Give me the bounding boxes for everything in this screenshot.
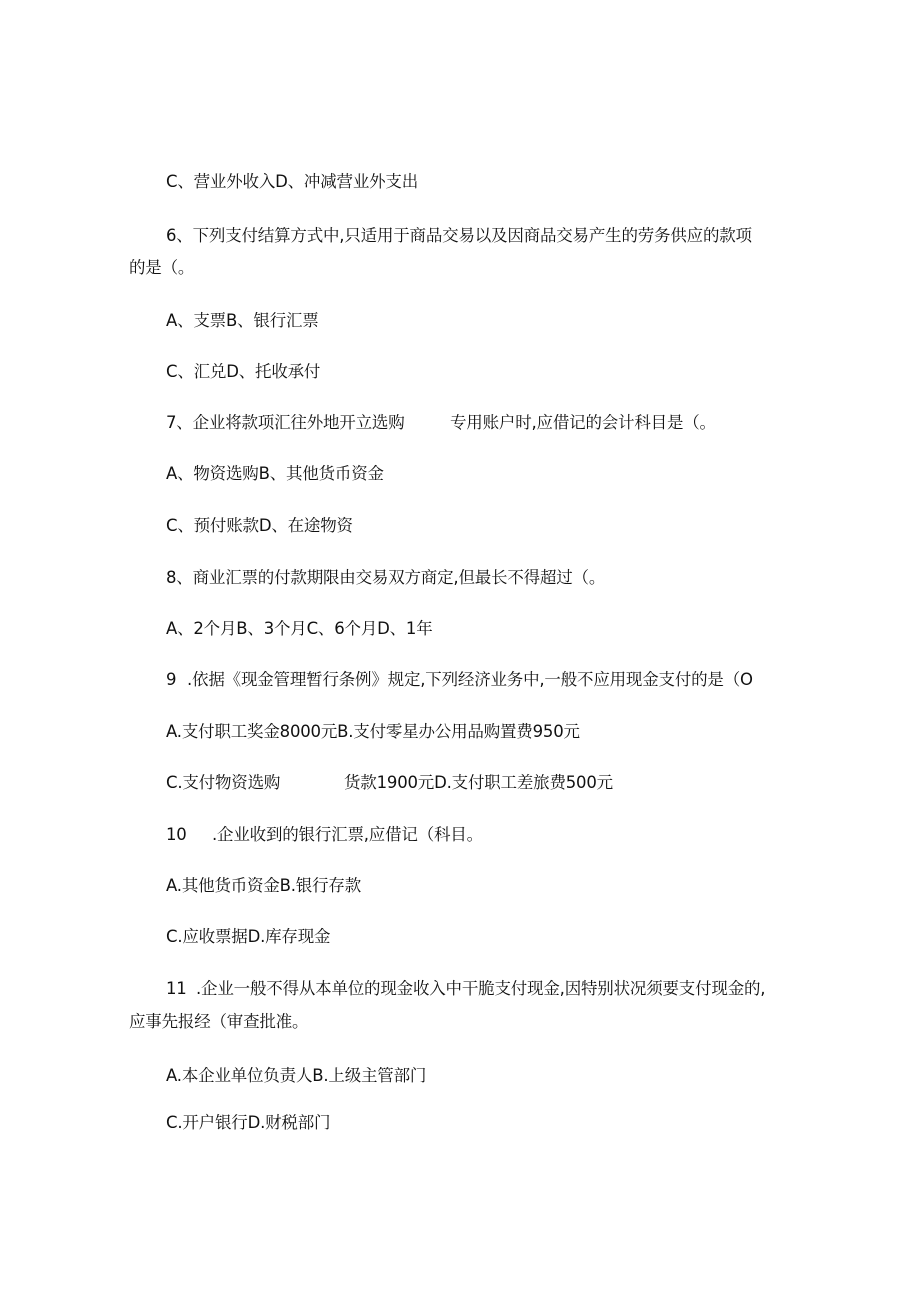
q10-stem: .企业收到的银行汇票,应借记（科目。 bbox=[212, 825, 483, 844]
q6-stem-line2: 的是（。 bbox=[129, 258, 195, 277]
q9-stem: .依据《现金管理暂行条例》规定,下列经济业务中,一般不应用现金支付的是（O bbox=[187, 670, 753, 689]
q5-options-cd: C、营业外收入D、冲减营业外支出 bbox=[166, 172, 419, 191]
q9-option-c-part2: 货款1900元D.支付职工差旅费500元 bbox=[344, 773, 613, 792]
q9-options-ab: A.支付职工奖金8000元B.支付零星办公用品购置费950元 bbox=[166, 722, 580, 741]
q7-options-cd: C、预付账款D、在途物资 bbox=[166, 516, 353, 535]
q9-number: 9 bbox=[166, 670, 177, 689]
q11-options-cd: C.开户银行D.财税部门 bbox=[166, 1113, 331, 1132]
q7-stem-part2: 专用账户时,应借记的会计科目是（。 bbox=[450, 413, 716, 432]
q10-number: 10 bbox=[166, 825, 187, 844]
q10-options-cd: C.应收票据D.库存现金 bbox=[166, 927, 331, 946]
q6-options-cd: C、汇兑D、托收承付 bbox=[166, 362, 321, 381]
q11-stem-line2: 应事先报经（审查批准。 bbox=[129, 1012, 309, 1031]
q9-option-c-part1: C.支付物资选购 bbox=[166, 773, 281, 792]
q11-stem-line1: .企业一般不得从本单位的现金收入中干脆支付现金,因特别状况须要支付现金的, bbox=[196, 979, 766, 998]
q7-stem-part1: 7、企业将款项汇往外地开立选购 bbox=[166, 413, 405, 432]
q6-options-ab: A、支票B、银行汇票 bbox=[166, 311, 319, 330]
q8-options: A、2个月B、3个月C、6个月D、1年 bbox=[166, 619, 433, 638]
q8-stem: 8、商业汇票的付款期限由交易双方商定,但最长不得超过（。 bbox=[166, 568, 606, 587]
q11-options-ab: A.本企业单位负责人B.上级主管部门 bbox=[166, 1066, 427, 1085]
q6-stem-line1: 6、下列支付结算方式中,只适用于商品交易以及因商品交易产生的劳务供应的款项 bbox=[166, 226, 752, 245]
q11-number: 11 bbox=[166, 979, 187, 998]
q7-options-ab: A、物资选购B、其他货币资金 bbox=[166, 464, 384, 483]
q10-options-ab: A.其他货币资金B.银行存款 bbox=[166, 876, 362, 895]
